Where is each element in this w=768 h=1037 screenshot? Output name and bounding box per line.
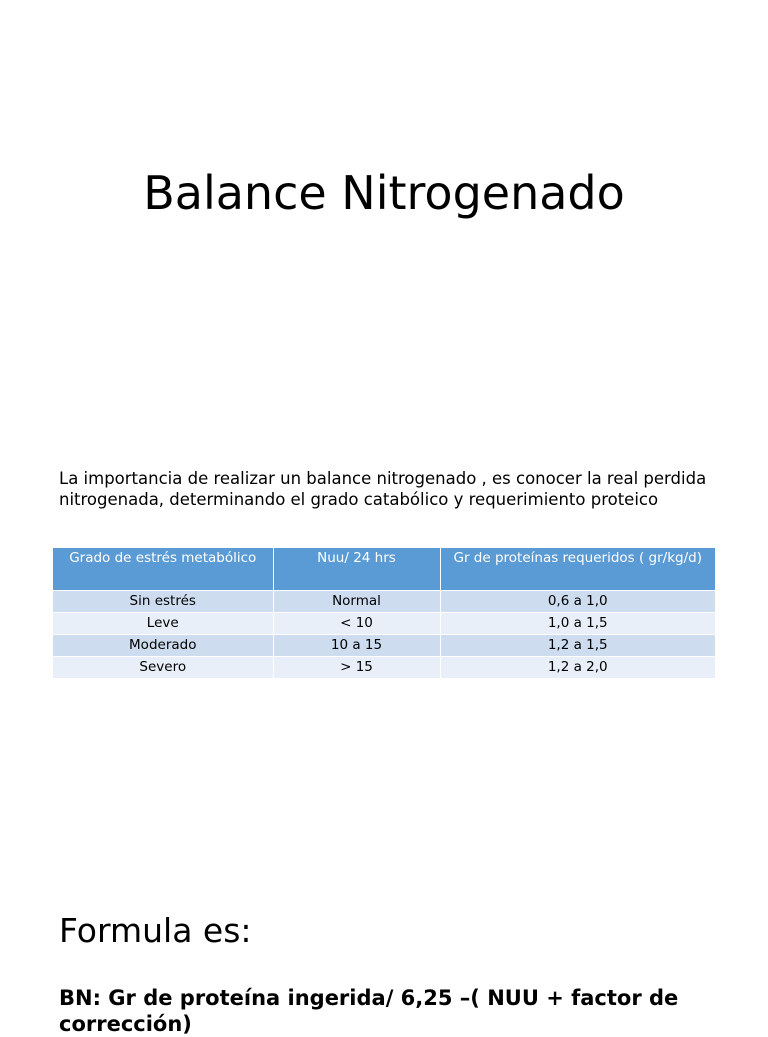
cell-nuu: > 15 [273, 657, 440, 679]
formula-heading: Formula es: [59, 911, 252, 950]
cell-protein: 0,6 a 1,0 [440, 591, 715, 613]
cell-stress-grade: Leve [53, 613, 273, 635]
intro-paragraph: La importancia de realizar un balance nitrogenado , es conocer la real perdida nitrogenada, determinando el grado catabólico y requerimiento proteico [59, 469, 707, 509]
table-header-row [53, 548, 715, 591]
header-protein: Gr de proteínas requeridos ( gr/kg/d) [440, 548, 715, 591]
cell-nuu: 10 a 15 [273, 635, 440, 657]
slide-title: Balance Nitrogenado [143, 166, 625, 220]
table-row [53, 657, 715, 679]
cell-protein: 1,0 a 1,5 [440, 613, 715, 635]
cell-nuu: < 10 [273, 613, 440, 635]
cell-stress-grade: Severo [53, 657, 273, 679]
header-stress-grade: Grado de estrés metabólico [53, 548, 273, 591]
cell-nuu: Normal [273, 591, 440, 613]
formula-text: BN: Gr de proteína ingerida/ 6,25 –( NUU + factor de corrección) [59, 986, 679, 1036]
table-row [53, 635, 715, 657]
header-nuu: Nuu/ 24 hrs [273, 548, 440, 591]
table-row [53, 591, 715, 613]
cell-protein: 1,2 a 1,5 [440, 635, 715, 657]
cell-protein: 1,2 a 2,0 [440, 657, 715, 679]
cell-stress-grade: Sin estrés [53, 591, 273, 613]
stress-table [53, 548, 715, 678]
cell-stress-grade: Moderado [53, 635, 273, 657]
table-row [53, 613, 715, 635]
